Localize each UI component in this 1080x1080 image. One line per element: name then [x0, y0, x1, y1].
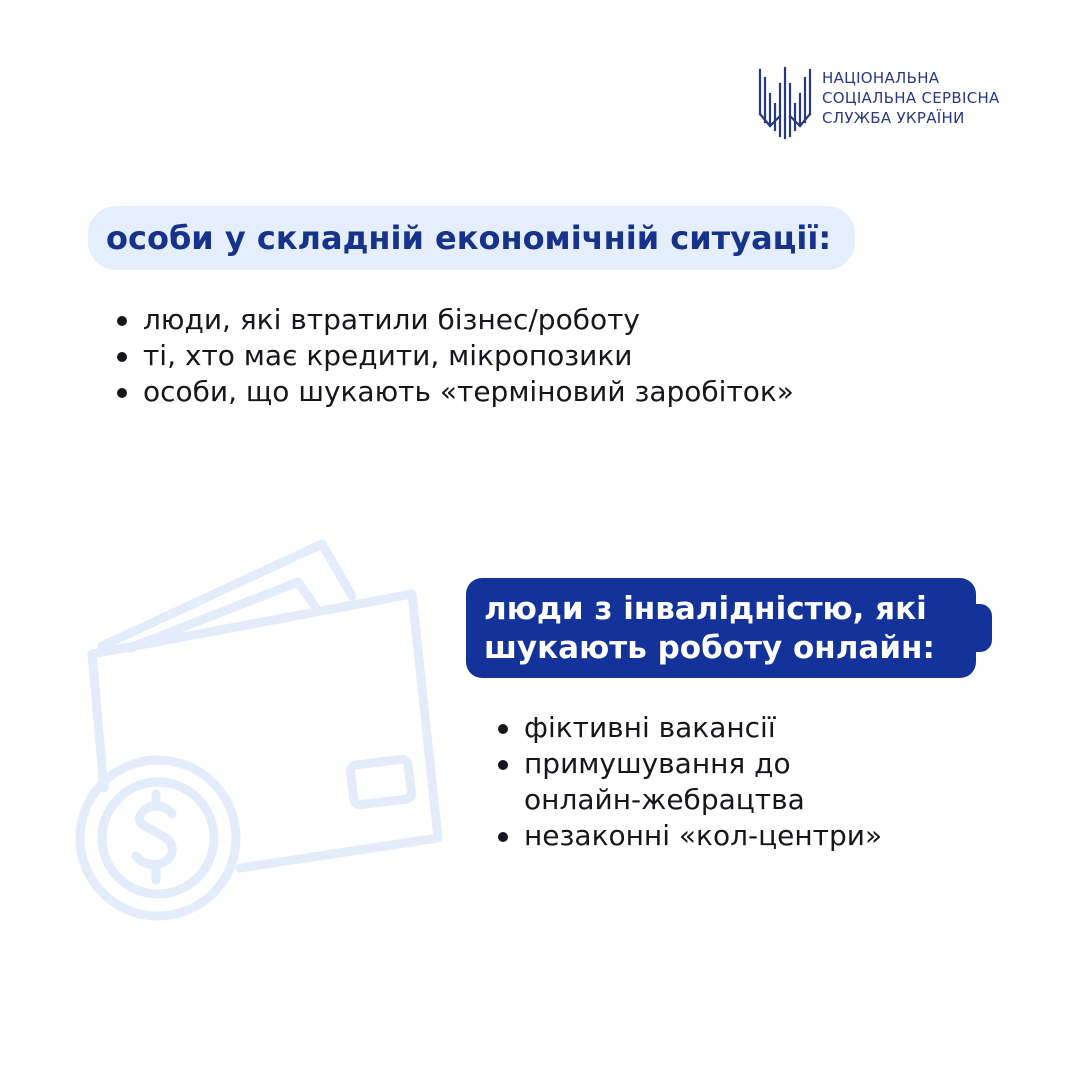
list-item: особи, що шукають «терміновий заробіток»	[113, 374, 794, 410]
org-logo	[756, 64, 1000, 140]
list-item: фіктивні вакансії	[494, 710, 974, 746]
section-2-list	[494, 710, 974, 854]
org-name-line-2: СОЦІАЛЬНА СЕРВІСНА	[822, 89, 1000, 107]
section-2-heading-line-1: люди з інвалідністю, які	[484, 591, 927, 627]
list-item: незаконні «кол-центри»	[494, 818, 974, 854]
section-1-list	[113, 302, 794, 410]
org-name-line-3: СЛУЖБА УКРАЇНИ	[822, 109, 965, 127]
trident-logo-icon	[756, 64, 814, 140]
list-item: ті, хто має кредити, мікропозики	[113, 338, 794, 374]
section-2-heading	[466, 578, 976, 678]
org-name	[822, 68, 1000, 128]
org-name-line-1: НАЦІОНАЛЬНА	[822, 69, 940, 87]
section-1-heading: особи у складній економічній ситуації:	[88, 206, 855, 270]
list-item: люди, які втратили бізнес/роботу	[113, 302, 794, 338]
heading-tab-decoration	[972, 604, 992, 652]
list-item: примушування до онлайн-жебрацтва	[494, 746, 884, 818]
section-2-heading-line-2: шукають роботу онлайн:	[484, 630, 935, 666]
wallet-with-coin-icon	[60, 536, 460, 936]
